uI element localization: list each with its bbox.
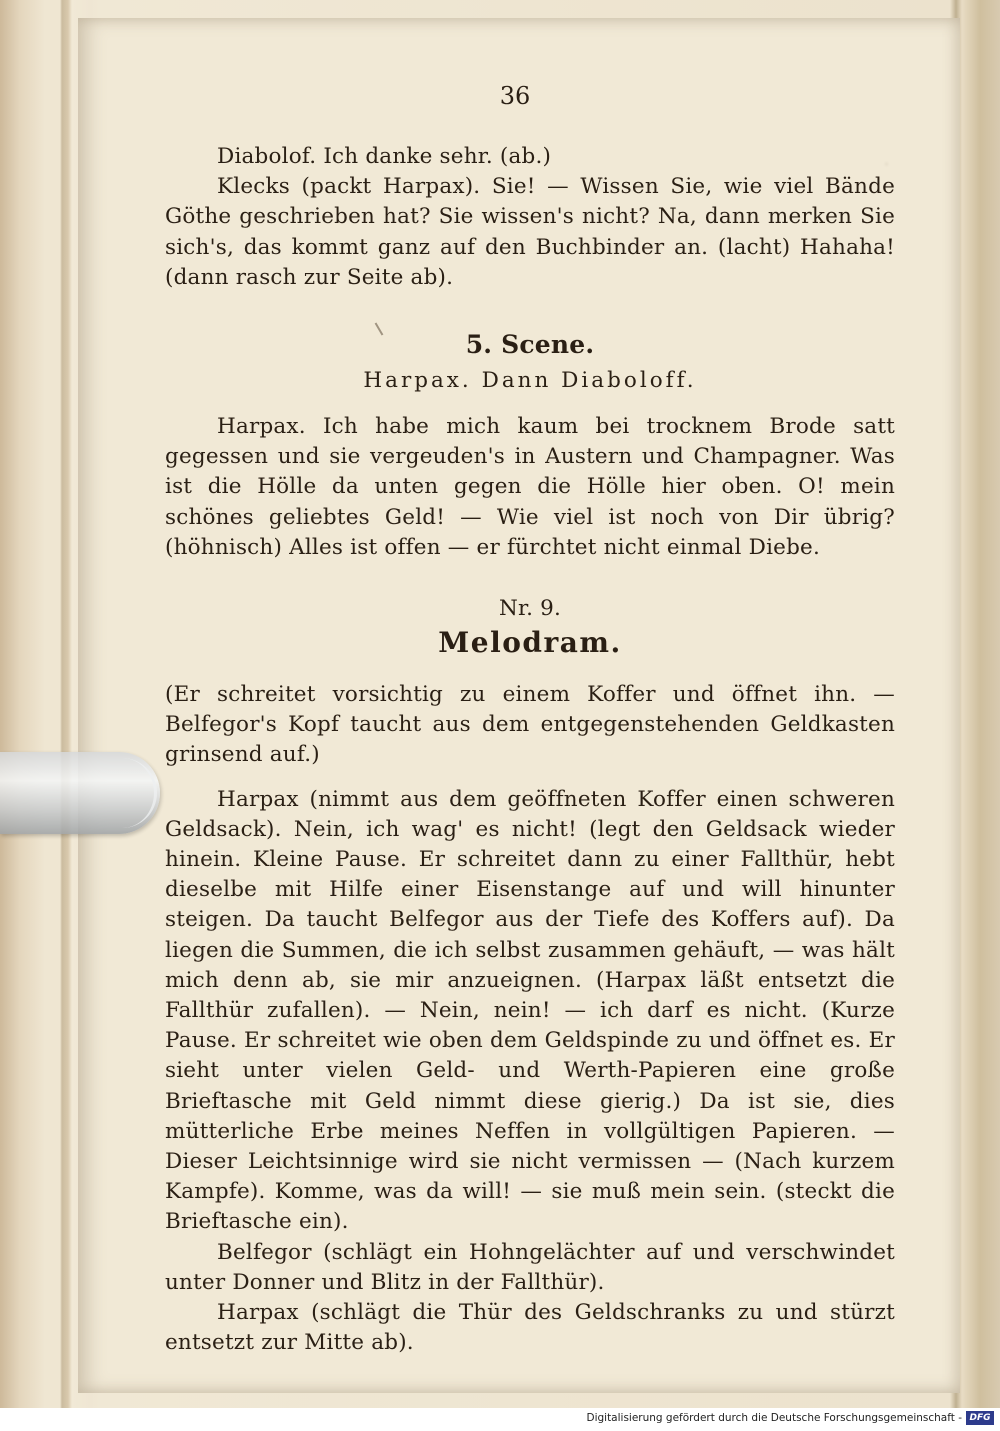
paragraph-klecks: Klecks (packt Harpax). Sie! — Wissen Sie, wie viel Bände Göthe geschrieben hat? Sie wissen's nicht? Na, dann merken Sie sich's, das kommt ganz auf den Buchbinder an. (lacht) Hahaha! (dann rasch zur Seite ab).: [165, 174, 895, 290]
number-heading: Nr. 9.: [498, 596, 562, 621]
scene-title: 5. Scene.: [465, 330, 595, 359]
footer-bar: [0, 1408, 1000, 1431]
melodram-heading: Melodram.: [438, 626, 622, 660]
text-block-top: [165, 142, 895, 293]
dfg-logo: DFG: [966, 1411, 994, 1425]
paragraph-harpax-monologue: Harpax. Ich habe mich kaum bei trocknem Brode satt gegessen und sie vergeuden's in Austern und Champagner. Was ist die Hölle da unten gegen die Hölle hier oben. O! mein schönes geliebtes Geld! — Wie viel ist noch von Dir übrig? (höhnisch) Alles ist offen — er fürchtet nicht einmal Diebe.: [165, 414, 895, 560]
paragraph-harpax-action: Harpax (nimmt aus dem geöffneten Koffer einen schweren Geldsack). Nein, ich wag' es nicht! (legt den Geldsack wieder hinein. Kleine Pause. Er schreitet dann zu einer Fallthür, hebt dieselbe mit Hilfe einer Eisenstange auf und will hinunter steigen. Da taucht Belfegor aus der Tiefe des Koffers auf). Da liegen die Summen, die ich selbst zusammen gehäuft, — was hält mich denn ab, sie mir anzueignen. (Harpax läßt entsetzt die Fallthür zufallen). — Nein, nein! — ich darf es nicht. (Kurze Pause. Er schreitet wie oben dem Geldspinde zu und öffnet es. Er sieht unter vielen Geld- und Werth-Papieren eine große Brieftasche mit Geld nimmt diese gierig.) Da ist sie, dies mütterliche Erbe meines Neffen in vollgültigen Papieren. — Dieser Leichtsinnige wird sie nicht vermissen — (Nach kurzem Kampfe). Komme, was da will! — sie muß mein sein. (steckt die Brieftasche ein).: [165, 786, 895, 1235]
scene-heading: [165, 330, 895, 396]
paragraph-harpax-exit: Harpax (schlägt die Thür des Geldschranks zu und stürzt entsetzt zur Mitte ab).: [165, 1300, 895, 1356]
melodram-heading-block: [165, 594, 895, 658]
footer-credit: Digitalisierung gefördert durch die Deutsche Forschungsgemeinschaft -: [586, 1412, 962, 1424]
paragraph-belfegor: Belfegor (schlägt ein Hohngelächter auf und verschwindet unter Donner und Blitz in der Fallthür).: [165, 1239, 895, 1295]
stage-direction: (Er schreitet vorsichtig zu einem Koffer und öffnet ihn. — Belfegor's Kopf taucht aus dem entgegenstehenden Geldkasten grinsend auf.): [165, 682, 895, 768]
show-through-text: ·: [883, 153, 890, 178]
scene-cast: Harpax. Dann Diaboloff.: [363, 368, 697, 394]
text-block-harpax: [165, 412, 895, 563]
page-number: 36: [499, 82, 531, 110]
paragraph-diabolof-exit: Diabolof. Ich danke sehr. (ab.): [217, 144, 552, 169]
text-block-melodram: [165, 680, 895, 1358]
